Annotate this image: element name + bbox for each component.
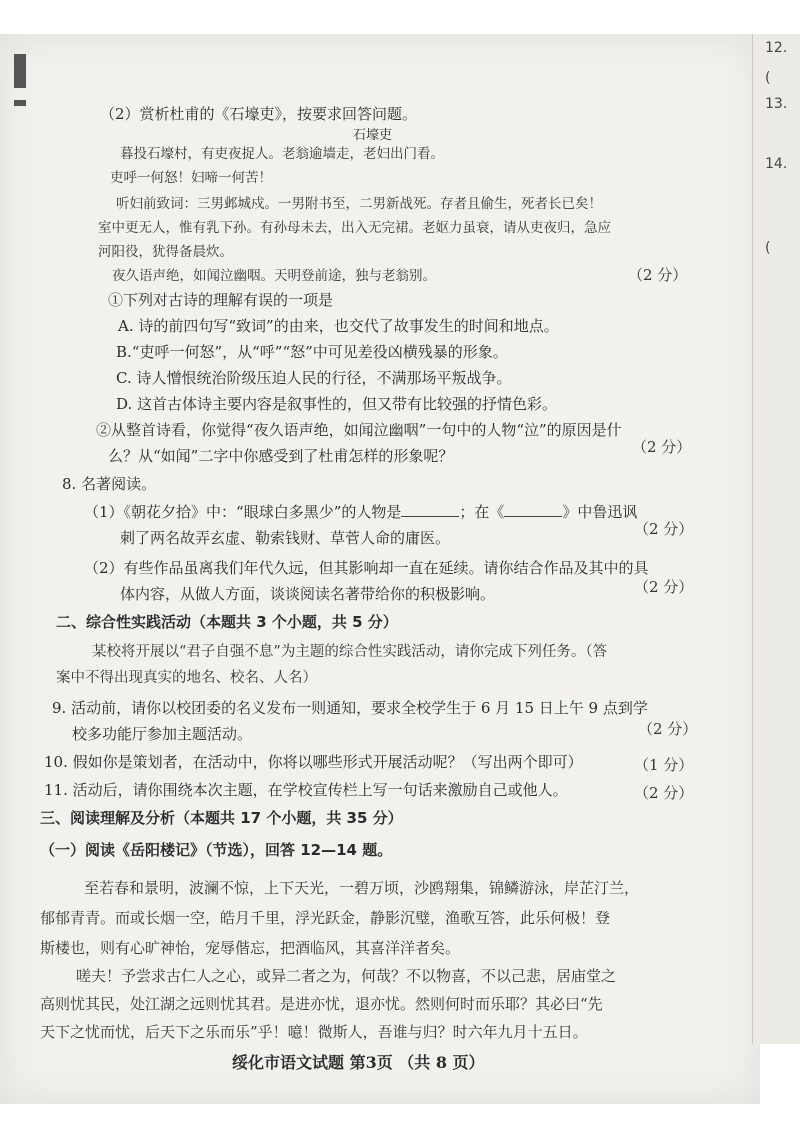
- score-label: （2 分）: [634, 520, 694, 538]
- passage-line: 郁郁青青。而或长烟一空，皓月千里，浮光跃金，静影沉璧，渔歌互答，此乐何极！登: [40, 909, 611, 927]
- score-label: （2 分）: [634, 578, 694, 596]
- score-label: （1 分）: [634, 756, 694, 774]
- question-9-line2: 校多功能厅参加主题活动。: [72, 725, 253, 743]
- score-label: （2 分）: [638, 720, 698, 738]
- binding-mark: [14, 54, 26, 88]
- question-7-2-1-stem: ①下列对古诗的理解有误的一项是: [108, 291, 334, 309]
- poem-line: 暮投石壕村，有吏夜捉人。老翁逾墙走，老妇出门看。: [120, 146, 444, 162]
- edge-mark: 12.: [765, 40, 788, 56]
- reading-1-heading: （一）阅读《岳阳楼记》（节选），回答 12—14 题。: [40, 841, 393, 859]
- answer-blank[interactable]: [504, 502, 562, 517]
- section-2-intro: 案中不得出现真实的地名、校名、人名）: [56, 670, 317, 686]
- passage-line: 斯楼也，则有心旷神怡，宠辱偕忘，把酒临风，其喜洋洋者矣。: [40, 939, 461, 957]
- question-9: 9. 活动前，请你以校团委的名义发布一则通知，要求全校学生于 6 月 15 日上午 9 点到学: [52, 699, 648, 717]
- option-a: A. 诗的前四句写“致词”的由来，也交代了故事发生的时间和地点。: [118, 317, 559, 335]
- passage-line: 至若春和景明，波澜不惊，上下天光，一碧万顷，沙鸥翔集，锦鳞游泳，岸芷汀兰，: [84, 879, 640, 897]
- passage-line: 嗟夫！予尝求古仁人之心，或异二者之为，何哉？不以物喜，不以己悲，居庙堂之: [76, 967, 617, 985]
- poem-line: 河阳役，犹得备晨炊。: [98, 244, 233, 260]
- question-8-1-text: 》中鲁迅讽: [562, 503, 638, 521]
- passage-line: 高则忧其民，处江湖之远则忧其君。是进亦忧，退亦忧。然则何时而乐耶？其必曰“先: [40, 995, 603, 1013]
- option-c: C. 诗人憎恨统治阶级压迫人民的行径，不满那场平叛战争。: [116, 369, 512, 387]
- question-8-2-line: 体内容，从做人方面，谈谈阅读名著带给你的积极影响。: [120, 585, 496, 603]
- question-11: 11. 活动后，请你围绕本次主题，在学校宣传栏上写一句话来激励自己或他人。: [44, 781, 568, 799]
- edge-mark: (: [765, 240, 771, 256]
- question-8-1-text: ；在《: [459, 503, 505, 521]
- score-label: （2 分）: [634, 784, 694, 802]
- answer-blank[interactable]: [401, 502, 459, 517]
- question-7-2-2-line: 么？从“如闻”二字中你感受到了杜甫怎样的形象呢？: [108, 447, 454, 465]
- question-8-1: [84, 502, 637, 522]
- edge-mark: (: [765, 70, 771, 86]
- passage-line: 天下之忧而忧，后天下之乐而乐”乎！噫！微斯人，吾谁与归？时六年九月十五日。: [40, 1023, 588, 1041]
- section-3-heading: 三、阅读理解及分析（本题共 17 个小题，共 35 分）: [40, 809, 403, 827]
- poem-line: 室中更无人，惟有乳下孙。有孙母未去，出入无完裙。老妪力虽衰，请从吏夜归，急应: [98, 220, 611, 236]
- adjacent-page-edge: [752, 34, 800, 1044]
- poem-title: 石壕吏: [353, 128, 393, 143]
- section-2-intro: 某校将开展以“君子自强不息”为主题的综合性实践活动，请你完成下列任务。（答: [92, 644, 608, 660]
- option-b: B.“吏呼一何怒”，从“呼”“怒”中可见差役凶横残暴的形象。: [116, 343, 508, 361]
- option-d: D. 这首古体诗主要内容是叙事性的，但又带有比较强的抒情色彩。: [116, 395, 558, 413]
- score-label: （2 分）: [632, 438, 692, 456]
- question-8-title: 8. 名著阅读。: [62, 475, 157, 493]
- page-footer: 绥化市语文试题 第3页 （共 8 页）: [232, 1053, 485, 1072]
- edge-mark: 13.: [765, 96, 788, 112]
- question-8-2-line: （2）有些作品虽离我们年代久远，但其影响却一直在延续。请你结合作品及其中的具: [84, 559, 649, 577]
- poem-line: 夜久语声绝，如闻泣幽咽。天明登前途，独与老翁别。: [112, 268, 436, 284]
- binding-mark: [14, 100, 26, 106]
- question-10: 10. 假如你是策划者，在活动中，你将以哪些形式开展活动呢？（写出两个即可）: [44, 753, 583, 771]
- question-7-2-header: （2）赏析杜甫的《石壕吏》，按要求回答问题。: [100, 105, 418, 123]
- section-2-heading: 二、综合性实践活动（本题共 3 个小题，共 5 分）: [56, 613, 398, 631]
- question-7-2-2-line: ②从整首诗看，你觉得“夜久语声绝，如闻泣幽咽”一句中的人物“泣”的原因是什: [96, 421, 622, 439]
- poem-line: 听妇前致词：三男邺城戍。一男附书至，二男新战死。存者且偷生，死者长已矣！: [116, 196, 602, 212]
- question-8-1-text: （1）《朝花夕拾》中：“眼球白多黑少”的人物是: [84, 503, 402, 521]
- edge-mark: 14.: [765, 156, 788, 172]
- score-label: （2 分）: [628, 266, 688, 284]
- poem-line: 吏呼一何怒！妇啼一何苦！: [110, 170, 272, 186]
- question-8-1-line2: 刺了两名故弄玄虚、勒索钱财、草菅人命的庸医。: [120, 529, 451, 547]
